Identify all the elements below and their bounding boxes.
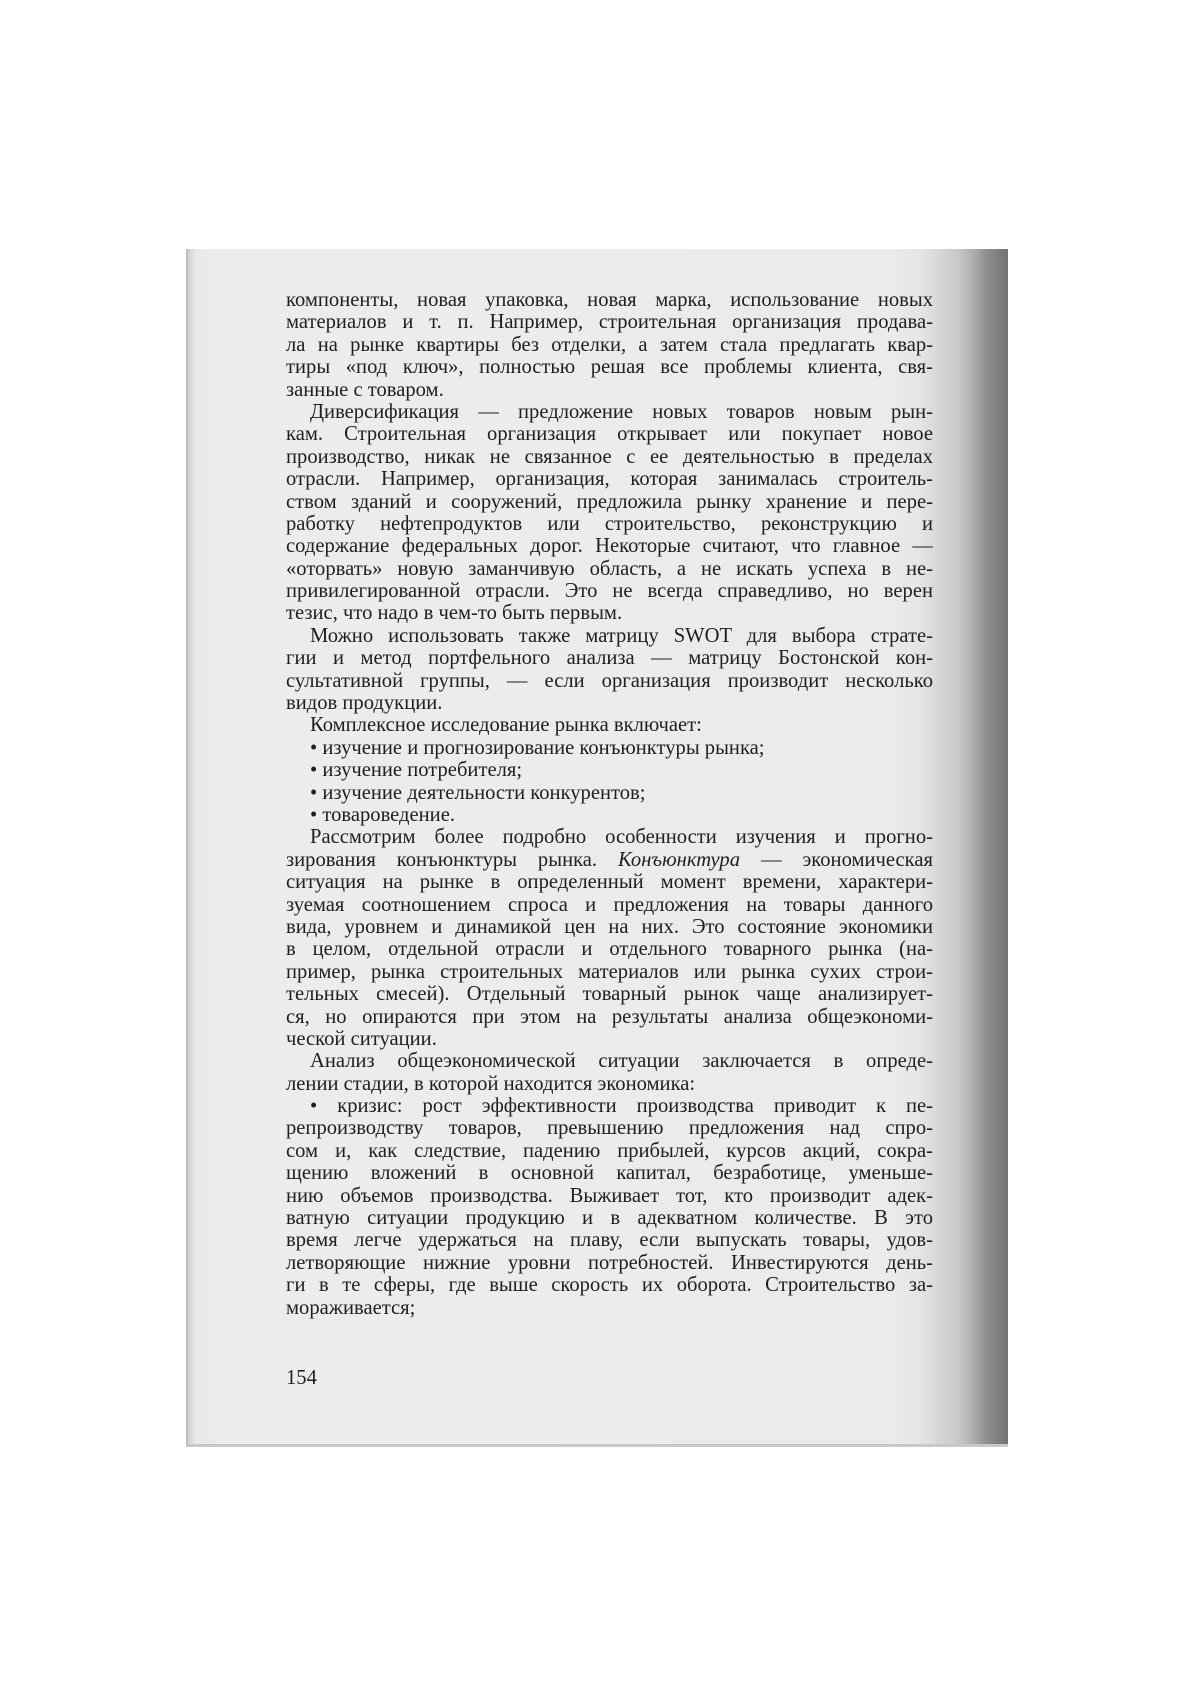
text-span: — экономическая — [740, 848, 933, 871]
text-line: Рассмотрим более подробно особенности изучения и прогно- — [310, 826, 933, 849]
text-line: отрасли. Например, организация, которая занималась строитель- — [286, 468, 933, 491]
text-line: пример, рынка строительных материалов или рынка сухих строи- — [286, 960, 933, 983]
text-line: Комплексное исследование рынка включает: — [310, 714, 702, 737]
text-line: время легче удержаться на плаву, если выпускать товары, удов- — [286, 1229, 933, 1252]
text-line: содержание федеральных дорог. Некоторые считают, что главное — — [286, 535, 933, 558]
italic-term: Конъюнктура — [618, 848, 741, 871]
page-number: 154 — [286, 1367, 317, 1389]
text-line: видов продукции. — [286, 692, 443, 715]
text-line: • изучение деятельности конкурентов; — [310, 781, 646, 804]
text-line: зуемая соотношением спроса и предложения на товары данного — [286, 893, 933, 916]
text-line: Анализ общеэкономической ситуации заключается в опреде- — [310, 1050, 933, 1073]
text-line: мораживается; — [286, 1296, 416, 1319]
text-line: сом и, как следствие, падению прибылей, курсов акций, сокра- — [286, 1139, 933, 1162]
text-line: Можно использовать также матрицу SWOT для выбора страте- — [310, 624, 933, 647]
text-line: ватную ситуации продукцию и в адекватном количестве. В это — [286, 1207, 933, 1230]
text-line: ла на рынке квартиры без отделки, а затем стала предлагать квар- — [286, 333, 933, 356]
text-line: ги в те сферы, где выше скорость их оборота. Строительство за- — [286, 1274, 933, 1297]
text-line: • кризис: рост эффективности производства приводит к пе- — [310, 1095, 933, 1118]
text-line: ством зданий и сооружений, предложила рынку хранение и пере- — [286, 490, 933, 513]
text-line: работку нефтепродуктов или строительство, реконструкцию и — [286, 512, 933, 535]
text-line: «оторвать» новую заманчивую область, а не искать успеха в не- — [286, 557, 933, 580]
text-line: в целом, отдельной отрасли и отдельного товарного рынка (на- — [286, 938, 933, 961]
text-line: тельных смесей). Отдельный товарный рынок чаще анализирует- — [286, 983, 933, 1006]
text-line: гии и метод портфельного анализа — матрицу Бостонской кон- — [286, 647, 933, 670]
text-span: зирования конъюнктуры рынка. — [286, 848, 618, 871]
text-line: • изучение потребителя; — [310, 759, 523, 782]
text-line: ситуация на рынке в определенный момент времени, характери- — [286, 871, 933, 894]
text-line: тиры «под ключ», полностью решая все проблемы клиента, свя- — [286, 356, 933, 379]
text-line: компоненты, новая упаковка, новая марка, использование новых — [286, 289, 933, 311]
text-line: нию объемов производства. Выживает тот, кто производит адек- — [286, 1184, 933, 1207]
text-line: тезис, что надо в чем-то быть первым. — [286, 602, 623, 625]
text-line: материалов и т. п. Например, строительная организация продава- — [286, 311, 933, 334]
scanned-book-page — [186, 249, 1008, 1447]
text-line: кам. Строительная организация открывает или покупает новое — [286, 423, 933, 446]
body-text — [286, 289, 933, 1319]
text-line — [286, 849, 933, 871]
text-line: лении стадии, в которой находится экономика: — [286, 1072, 696, 1095]
text-line: сультативной группы, — если организация производит несколько — [286, 669, 933, 692]
text-line: репроизводству товаров, превышению предложения над спро- — [286, 1117, 933, 1140]
text-line: Диверсификация — предложение новых товаров новым рын- — [310, 400, 933, 423]
binding-shadow — [958, 249, 1008, 1444]
text-line: летворяющие нижние уровни потребностей. Инвестируются день- — [286, 1251, 933, 1274]
text-line: занные с товаром. — [286, 378, 444, 401]
text-line: щению вложений в основной капитал, безработице, уменьше- — [286, 1162, 933, 1185]
text-line: • товароведение. — [310, 803, 455, 826]
text-line: ся, но опираются при этом на результаты анализа общеэкономи- — [286, 1005, 933, 1028]
text-line: вида, уровнем и динамикой цен на них. Это состояние экономики — [286, 915, 933, 938]
text-line: • изучение и прогнозирование конъюнктуры рынка; — [310, 736, 765, 759]
text-line: ческой ситуации. — [286, 1027, 437, 1050]
text-line: привилегированной отрасли. Это не всегда справедливо, но верен — [286, 580, 933, 603]
text-line: производство, никак не связанное с ее деятельностью в пределах — [286, 445, 933, 468]
